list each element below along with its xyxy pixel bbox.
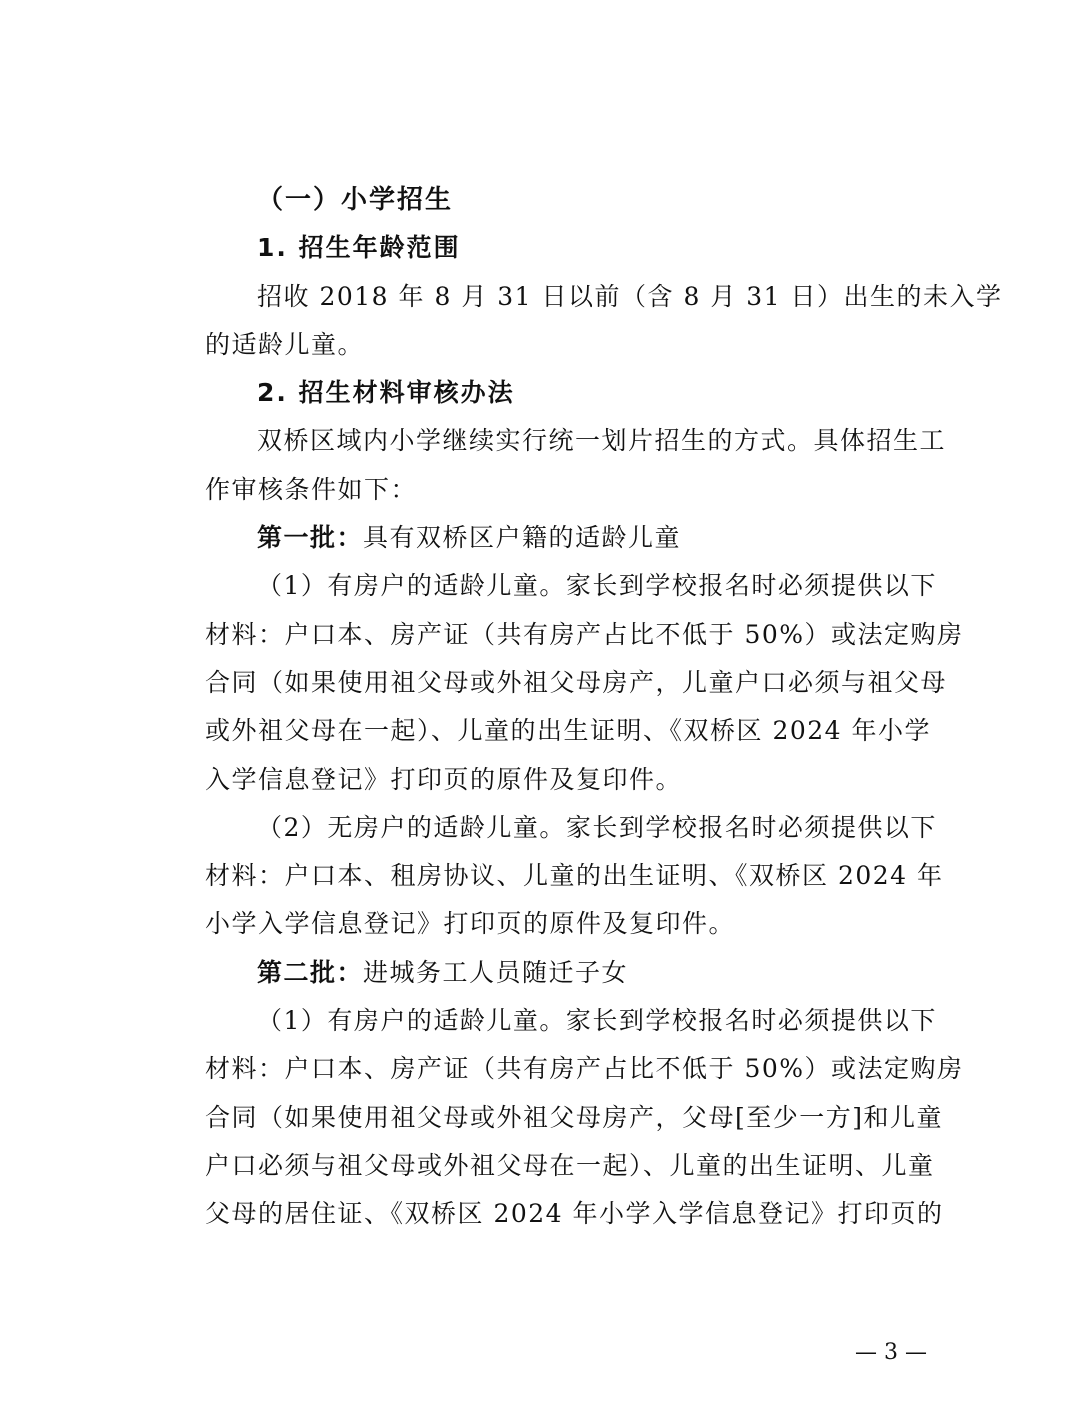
batch-2-label: 第二批： — [257, 957, 364, 987]
batch-2-item-1-line-4: 户口必须与祖父母或外祖父母在一起）、儿童的出生证明、儿童 — [205, 1150, 935, 1180]
document-body — [205, 176, 1003, 1239]
batch-1-text: 具有双桥区户籍的适龄儿童 — [363, 523, 682, 553]
batch-1-item-2-line-3: 小学入学信息登记》打印页的原件及复印件。 — [205, 909, 736, 939]
batch-2-heading — [205, 949, 915, 997]
paragraph-age-line-1: 招收 2018 年 8 月 31 日以前（含 8 月 31 日）出生的未入学 — [257, 281, 1003, 311]
batch-1-item-1-line-3: 合同（如果使用祖父母或外祖父母房产，儿童户口必须与祖父母 — [205, 667, 948, 697]
paragraph-review-line-1: 双桥区域内小学继续实行统一划片招生的方式。具体招生工 — [257, 426, 947, 456]
batch-1-item-1-line-4: 或外祖父母在一起）、儿童的出生证明、《双桥区 2024 年小学 — [205, 716, 932, 746]
batch-2-text: 进城务工人员随迁子女 — [363, 957, 629, 987]
batch-2-item-1-line-5: 父母的居住证、《双桥区 2024 年小学入学信息登记》打印页的 — [205, 1199, 944, 1229]
batch-2-item-1-line-3: 合同（如果使用祖父母或外祖父母房产，父母[至少一方]和儿童 — [205, 1102, 944, 1132]
subheading-age-range: 1. 招生年龄范围 — [257, 233, 461, 263]
paragraph-review-line-2: 作审核条件如下： — [205, 474, 418, 504]
batch-1-item-2-line-1: （2）无房户的适龄儿童。家长到学校报名时必须提供以下 — [257, 812, 937, 842]
batch-1-item-1-line-1: （1）有房户的适龄儿童。家长到学校报名时必须提供以下 — [257, 571, 937, 601]
batch-2-item-1-line-2: 材料：户口本、房产证（共有房产占比不低于 50%）或法定购房 — [205, 1054, 964, 1084]
batch-1-item-1-line-2: 材料：户口本、房产证（共有房产占比不低于 50%）或法定购房 — [205, 619, 964, 649]
batch-2-item-1-line-1: （1）有房户的适龄儿童。家长到学校报名时必须提供以下 — [257, 1006, 937, 1036]
batch-1-item-1-line-5: 入学信息登记》打印页的原件及复印件。 — [205, 764, 683, 794]
section-heading: （一）小学招生 — [257, 185, 454, 215]
batch-1-label: 第一批： — [257, 523, 364, 553]
batch-1-item-2-line-2: 材料：户口本、租房协议、儿童的出生证明、《双桥区 2024 年 — [205, 861, 944, 891]
batch-1-heading — [205, 514, 915, 562]
subheading-review-method: 2. 招生材料审核办法 — [257, 378, 515, 408]
paragraph-age-line-2: 的适龄儿童。 — [205, 329, 365, 359]
page-number: — 3 — — [855, 1340, 927, 1365]
